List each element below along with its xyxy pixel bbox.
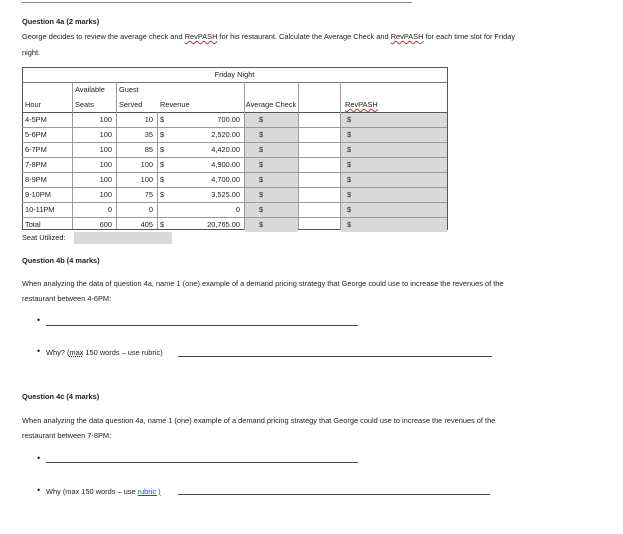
q4c-heading: Question 4c (4 marks) <box>22 392 100 401</box>
average-check-cell[interactable]: $ <box>259 205 264 214</box>
q4b-bullet-2: • <box>37 346 41 356</box>
average-check-cell[interactable]: $ <box>259 190 264 199</box>
hour-cell: 8-9PM <box>25 175 47 184</box>
q4a-heading: Question 4a (2 marks) <box>22 17 100 26</box>
revpash-cell[interactable]: $ <box>347 115 352 124</box>
q4b-why-suffix: 150 words – use rubric) <box>85 348 163 357</box>
revenue-cell: 700.00 <box>217 115 240 124</box>
hour-cell: 7-8PM <box>25 160 47 169</box>
seat-utilized-label: Seat Utilized: <box>22 233 66 242</box>
q4b-why-text <box>46 348 163 357</box>
guests-served-cell: 35 <box>144 130 153 139</box>
hour-cell: 4-5PM <box>25 115 47 124</box>
average-check-cell[interactable]: $ <box>259 130 264 139</box>
revenue-cell: 4,900.00 <box>211 160 240 169</box>
q4a-prompt-prefix: George decides to review the average check and <box>22 32 183 41</box>
revenue-cell: 0 <box>235 205 240 214</box>
revenue-currency: $ <box>160 190 165 199</box>
hour-cell: 10-11PM <box>25 205 55 214</box>
q4b-heading: Question 4b (4 marks) <box>22 256 100 265</box>
q4c-prompt-line1: When analyzing the data question 4a, name 1 (one) example of a demand pricing strategy that George could use to increase the revenues of the <box>22 416 496 425</box>
guests-served-cell: 85 <box>144 145 153 154</box>
available-seats-cell: 100 <box>99 160 112 169</box>
q4a-prompt <box>22 32 515 41</box>
revpash-cell[interactable]: $ <box>347 160 352 169</box>
q4c-rubric-link[interactable]: rubric ) <box>137 487 161 496</box>
q4c-answer-line[interactable] <box>46 461 358 463</box>
q4b-why-max: max <box>69 348 84 357</box>
table-title: Friday Night <box>214 70 255 79</box>
q4c-prompt-line2: restaurant between 7-8PM: <box>22 431 112 440</box>
q4a-prompt-line2: night. <box>22 48 41 57</box>
revenue-cell: 3,525.00 <box>211 190 240 199</box>
revenue-cell: 20,765.00 <box>207 220 240 229</box>
average-check-cell[interactable]: $ <box>259 175 264 184</box>
revpash-term-1: RevPASH <box>184 32 218 41</box>
seat-utilized-field[interactable] <box>74 232 172 244</box>
header-available: Available <box>75 85 105 94</box>
header-served: Served <box>119 100 143 109</box>
q4b-answer-line[interactable] <box>46 324 358 326</box>
hour-cell: 6-7PM <box>25 145 47 154</box>
q4a-prompt-middle: for his restaurant. Calculate the Average Check and <box>219 32 389 41</box>
hour-cell: 5-6PM <box>25 130 47 139</box>
hour-cell: Total <box>25 220 41 229</box>
revenue-cell: 4,700.00 <box>211 175 240 184</box>
revpash-cell[interactable]: $ <box>347 175 352 184</box>
guests-served-cell: 100 <box>140 160 153 169</box>
revpash-cell[interactable]: $ <box>347 145 352 154</box>
q4b-prompt-line2: restaurant between 4-6PM: <box>22 294 112 303</box>
q4b-prompt-line1: When analyzing the data of question 4a, name 1 (one) example of a demand pricing strategy that George could use to increase the revenues of the <box>22 279 504 288</box>
header-average-check: Average Check <box>245 100 297 109</box>
revenue-currency: $ <box>160 160 165 169</box>
revenue-currency: $ <box>160 175 165 184</box>
header-hour: Hour <box>25 100 42 109</box>
header-revenue: Revenue <box>160 100 190 109</box>
revpash-cell[interactable]: $ <box>347 220 352 229</box>
revpash-term-2: RevPASH <box>390 32 424 41</box>
revenue-currency <box>157 203 172 217</box>
available-seats-cell: 100 <box>99 130 112 139</box>
available-seats-cell: 600 <box>99 220 112 229</box>
guests-served-cell: 405 <box>140 220 153 229</box>
q4b-bullet-1: • <box>37 315 41 325</box>
average-check-cell[interactable]: $ <box>259 115 264 124</box>
guests-served-cell: 100 <box>140 175 153 184</box>
q4c-why-line[interactable] <box>178 493 490 495</box>
guests-served-cell: 75 <box>144 190 153 199</box>
available-seats-cell: 100 <box>99 115 112 124</box>
revenue-currency: $ <box>160 130 165 139</box>
average-check-cell[interactable]: $ <box>259 145 264 154</box>
average-check-cell[interactable]: $ <box>259 160 264 169</box>
revenue-cell: 4,420.00 <box>211 145 240 154</box>
header-seats: Seats <box>75 100 94 109</box>
guests-served-cell: 10 <box>144 115 153 124</box>
q4c-why-text <box>46 487 161 496</box>
revenue-currency: $ <box>160 220 165 229</box>
revpash-cell[interactable]: $ <box>347 130 352 139</box>
q4c-bullet-2: • <box>37 485 41 495</box>
q4b-why-prefix: Why? ( <box>46 348 70 357</box>
available-seats-cell: 0 <box>107 205 112 214</box>
revenue-cell: 2,520.00 <box>211 130 240 139</box>
available-seats-cell: 100 <box>99 190 112 199</box>
revenue-currency: $ <box>160 145 165 154</box>
header-guest: Guest <box>119 85 139 94</box>
q4a-prompt-suffix: for each time slot for Friday <box>425 32 516 41</box>
q4b-why-line[interactable] <box>178 355 492 357</box>
column-divider <box>298 82 299 229</box>
hour-cell: 9-10PM <box>25 190 51 199</box>
average-check-cell[interactable]: $ <box>259 220 264 229</box>
header-revpash: RevPASH <box>345 100 378 109</box>
available-seats-cell: 100 <box>99 175 112 184</box>
revenue-currency: $ <box>160 115 165 124</box>
q4c-why-prefix: Why (max 150 words – use <box>46 487 136 496</box>
revpash-cell[interactable]: $ <box>347 190 352 199</box>
revpash-cell[interactable]: $ <box>347 205 352 214</box>
top-divider <box>22 2 412 3</box>
available-seats-cell: 100 <box>99 145 112 154</box>
q4c-bullet-1: • <box>37 453 41 463</box>
guests-served-cell: 0 <box>148 205 153 214</box>
